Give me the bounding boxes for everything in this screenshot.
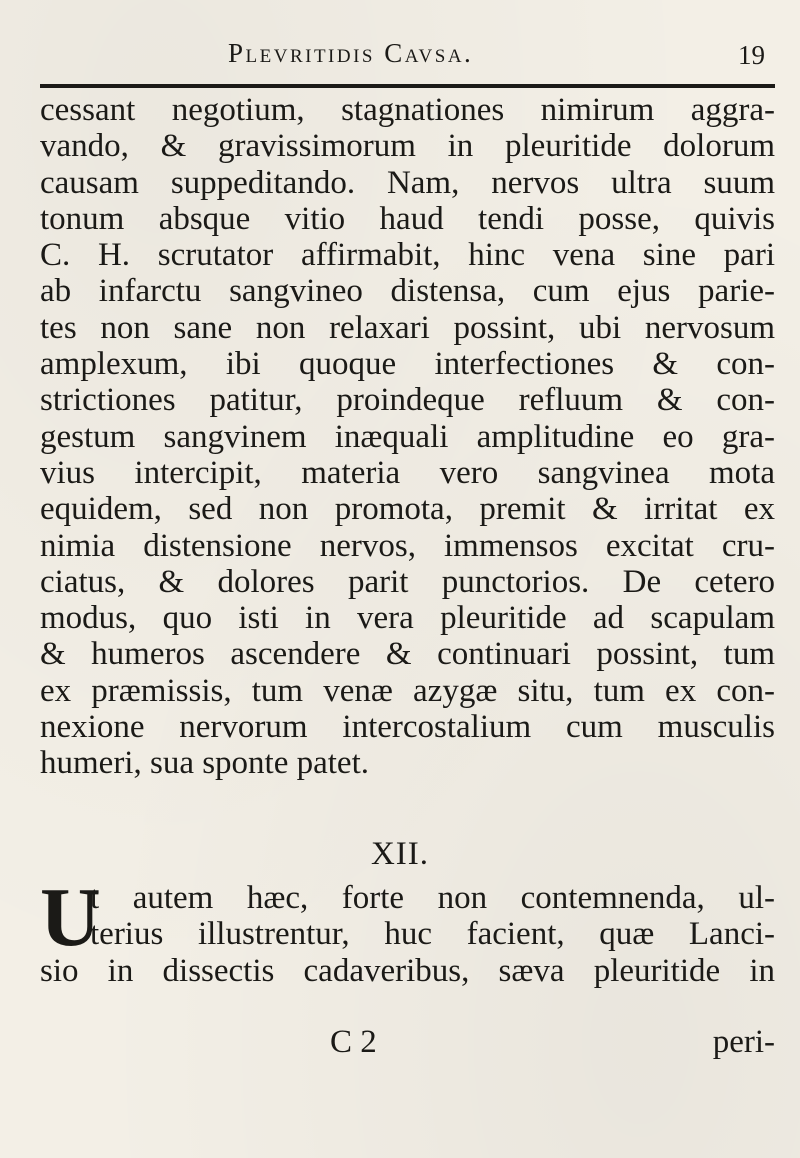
text-line: gestum sangvinem inæquali amplitudine eo gra- [40,418,775,455]
drop-capital: U [40,871,101,964]
text-line: vius intercipit, materia vero sangvinea mota [40,454,775,491]
signature-mark: C 2 [330,1024,377,1060]
text-line: modus, quo isti in vera pleuritide ad scapulam [40,600,775,637]
section-number: XII. [370,836,430,872]
page-number: 19 [738,40,765,70]
text-line: ciatus, & dolores parit punctorios. De cetero [40,563,775,600]
text-line: tonum absque vitio haud tendi posse, quivis [40,200,775,237]
text-line: ex præmissis, tum venæ azygæ situ, tum ex con- [40,672,775,709]
text-line: nimia distensione nervos, immensos excitat cru- [40,527,775,564]
paragraph-2 [40,871,775,989]
text-line: C. H. scrutator affirmabit, hinc vena sine pari [40,237,775,274]
paragraph-1 [40,92,775,782]
text-line: terius illustrentur, huc facient, quæ Lanci- [90,916,775,953]
text-line: & humeros ascendere & continuari possint, tum [40,636,775,673]
text-line: ab infarctu sangvineo distensa, cum ejus parie- [40,273,775,310]
header-rule [40,84,775,88]
running-title: Plevritidis Cavsa. [228,38,474,68]
text-line: humeri, sua sponte patet. [40,745,370,782]
catchword: peri- [712,1024,775,1060]
text-line: strictiones patitur, proindeque refluum & con- [40,382,775,419]
text-line: cessant negotium, stagnationes nimirum aggra- [40,92,775,128]
text-line: sio in dissectis cadaveribus, sæva pleuritide in [40,952,775,989]
text-line: nexione nervorum intercostalium cum musculis [40,709,775,746]
text-line: t autem hæc, forte non contemnenda, ul- [90,880,775,916]
text-line: equidem, sed non promota, premit & irritat ex [40,491,775,528]
text-line: tes non sane non relaxari possint, ubi nervosum [40,309,775,346]
text-line: causam suppeditando. Nam, nervos ultra suum [40,164,775,201]
text-line: vando, & gravissimorum in pleuritide dolorum [40,128,775,165]
page-footer [40,1024,775,1064]
text-line: amplexum, ibi quoque interfectiones & con- [40,346,775,383]
